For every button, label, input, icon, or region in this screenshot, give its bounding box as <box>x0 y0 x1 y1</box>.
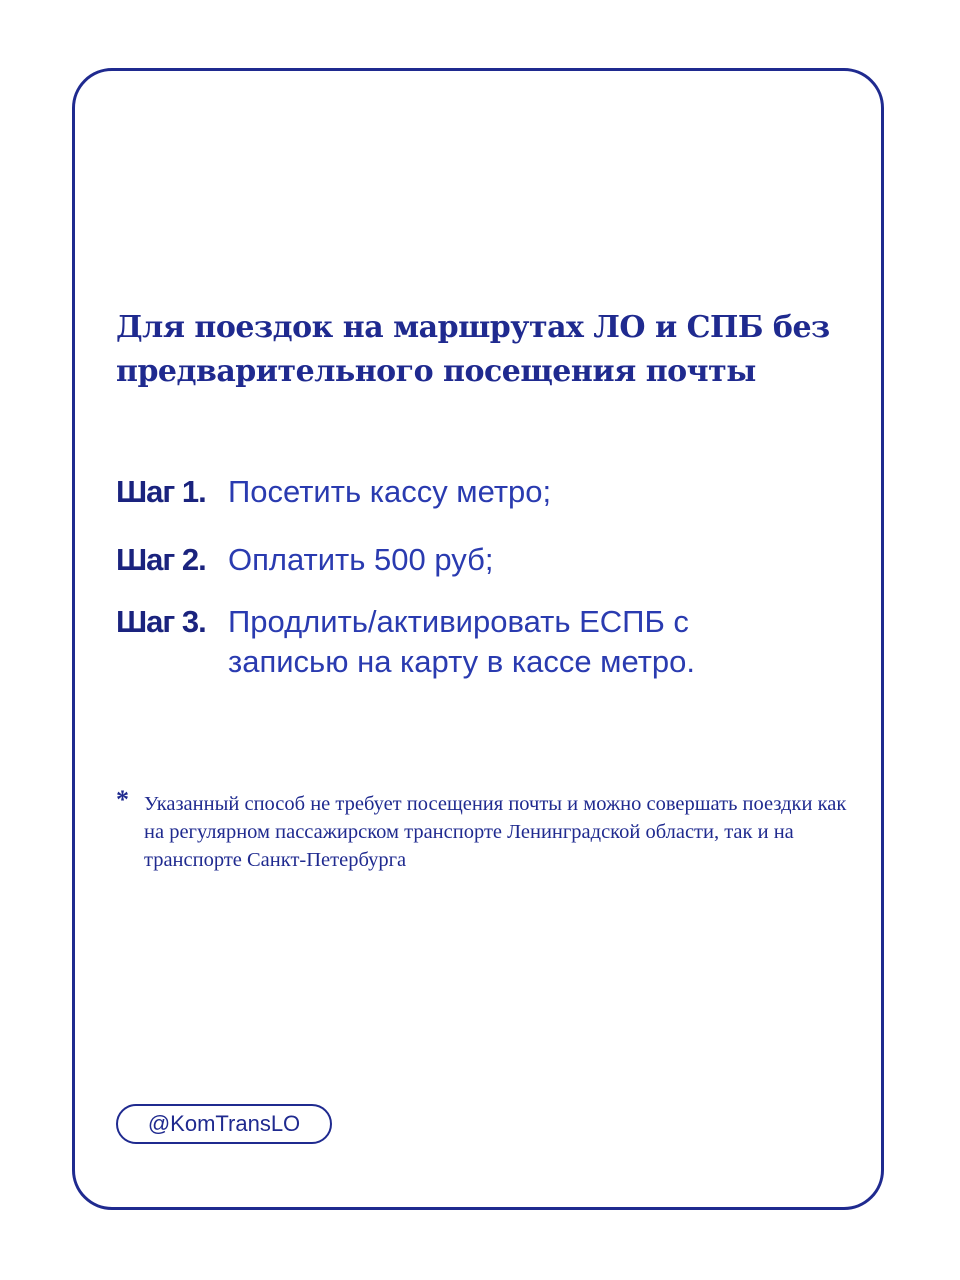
step-3 <box>116 602 788 682</box>
step-label: Шаг 2. <box>116 542 206 577</box>
asterisk-icon: * <box>116 785 129 814</box>
footnote <box>116 785 856 874</box>
step-label: Шаг 3. <box>116 604 206 639</box>
social-handle-badge: @KomTransLO <box>116 1104 332 1144</box>
step-text: Посетить кассу метро; <box>228 474 552 509</box>
step-text: Оплатить 500 руб; <box>228 542 494 577</box>
step-1 <box>116 472 788 512</box>
footnote-text: Указанный способ не требует посещения почты и можно совершать поездки как на регулярном пассажирском транспорте Ленинградской области, так и на транспорте Санкт-Петербурга <box>144 793 847 871</box>
step-text: Продлить/активировать ЕСПБ с записью на карту в кассе метро. <box>228 604 695 679</box>
page-title: Для поездок на маршрутах ЛО и СПБ без предварительного посещения почты <box>116 310 830 389</box>
step-label: Шаг 1. <box>116 474 206 509</box>
step-2 <box>116 540 788 580</box>
